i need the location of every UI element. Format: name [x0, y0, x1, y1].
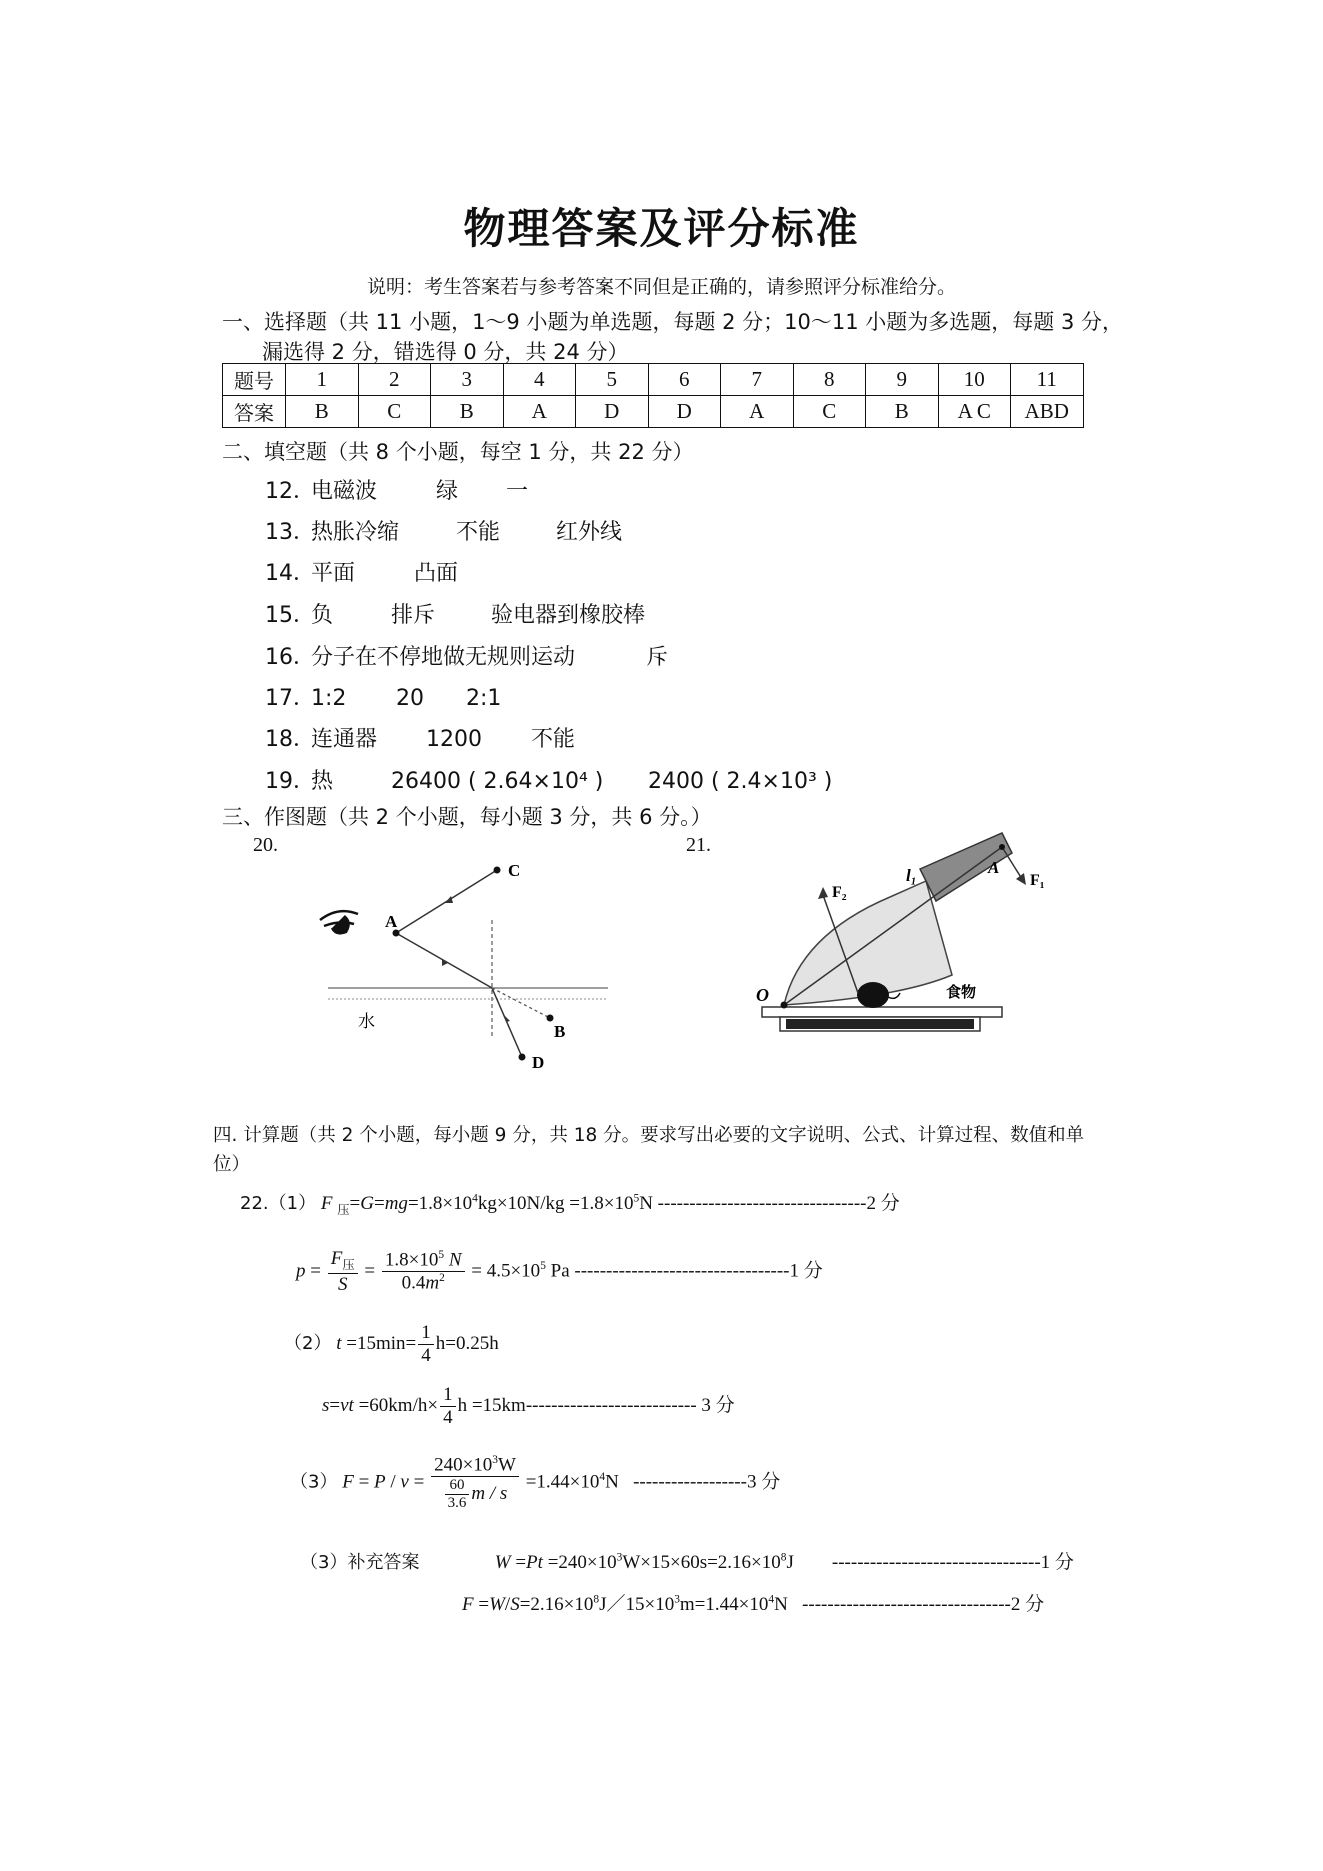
fill-answer: 26400 ( 2.64×10⁴ ) — [391, 769, 604, 794]
table-row — [223, 364, 1084, 396]
item-number: 16． — [265, 645, 315, 670]
calc-line-distance: s=vt =60km/h× $\frac{1}{4}$ h =15km--------------------------- 3 分 — [322, 1384, 735, 1428]
board-inner — [786, 1019, 974, 1029]
item-number: 14． — [265, 561, 315, 586]
part-number: （3） — [290, 1471, 338, 1493]
point-d — [519, 1054, 526, 1061]
fill-answer: 2400 ( 2.4×10³ ) — [648, 769, 833, 794]
label-c: C — [508, 861, 521, 880]
figure21-number: 21. — [686, 834, 711, 856]
fill-answer: 一 — [506, 479, 529, 504]
fill-item-12 — [265, 474, 528, 505]
section4-heading-cont: 位） — [213, 1154, 251, 1175]
item-number: 15． — [265, 603, 315, 628]
table-cell: B — [431, 396, 504, 428]
board-top — [762, 1007, 1002, 1017]
table-cell: ABD — [1011, 396, 1084, 428]
ray-o-d — [492, 988, 522, 1057]
table-cell: A — [503, 396, 576, 428]
arrow-icon — [1016, 873, 1026, 885]
label-l1: l₁ — [906, 866, 917, 885]
fill-answer: 排斥 — [391, 603, 436, 628]
fill-answer: 红外线 — [556, 520, 623, 545]
fill-answer: 不能 — [531, 727, 576, 752]
table-cell: B — [866, 396, 939, 428]
section1-heading-cont: 漏选得 2 分，错选得 0 分，共 24 分） — [262, 340, 629, 364]
fill-answer: 斥 — [646, 645, 669, 670]
label-a: A — [385, 912, 398, 931]
table-cell: 9 — [866, 364, 939, 396]
table-cell: A — [721, 396, 794, 428]
label-a: A — [988, 858, 1000, 877]
item-number: 12． — [265, 479, 315, 504]
ray-o-b — [492, 988, 550, 1018]
table-cell: 2 — [358, 364, 431, 396]
fill-item-15 — [265, 598, 645, 629]
table-cell: 6 — [648, 364, 721, 396]
table-cell: B — [286, 396, 359, 428]
fill-answer: 分子在不停地做无规则运动 — [311, 645, 576, 670]
label-o: O — [756, 985, 769, 1005]
calc-line-traction: （3） F = P / v = $240\times 10^3W$ $\frac{60}{3.6}$ m / s $=1.44\times 10^4N$ ------------------3 分 — [290, 1454, 781, 1512]
fill-answer: 20 — [396, 686, 424, 711]
label-f1: F₁ — [1030, 872, 1045, 889]
fill-answer: 2:1 — [466, 686, 502, 711]
question-number: 22.（1） — [240, 1193, 317, 1214]
fill-item-14 — [265, 556, 458, 587]
label-f2: F₂ — [832, 884, 847, 901]
part-number: （2） — [284, 1332, 332, 1354]
section4-heading: 四. 计算题（共 2 个小题，每小题 9 分，共 18 分。要求写出必要的文字说明、公式、计算过程、数值和单 — [213, 1125, 1085, 1146]
fill-item-16 — [265, 640, 668, 671]
section3-heading: 三、作图题（共 2 个小题，每小题 3 分，共 6 分。） — [222, 805, 712, 829]
calc-line-force-alt: $F =W/S=2.16\times 10^8J/15\times 10^3m=1.44\times 10^4N$ ---------------------------------2 分 — [462, 1593, 1045, 1615]
figure20-number: 20. — [253, 834, 278, 856]
table-cell: 1 — [286, 364, 359, 396]
food-stem — [888, 993, 900, 998]
fill-answer: 绿 — [436, 479, 459, 504]
table-cell: 10 — [938, 364, 1011, 396]
score-mark: ----------------------------------1 分 — [574, 1260, 823, 1282]
fill-answer: 1:2 — [311, 686, 347, 711]
fill-answer: 不能 — [456, 520, 501, 545]
arrow-icon — [445, 896, 453, 903]
fill-answer: 电磁波 — [311, 479, 378, 504]
table-cell: A C — [938, 396, 1011, 428]
item-number: 17． — [265, 686, 315, 711]
label-water: 水 — [358, 1012, 375, 1032]
score-mark: ------------------3 分 — [633, 1471, 781, 1493]
fill-answer: 验电器到橡胶棒 — [491, 603, 646, 628]
food-blob — [857, 982, 889, 1008]
table-row — [223, 396, 1084, 428]
calc-line-time: （2） t =15min= $\frac{1}{4}$ h=0.25h — [284, 1322, 499, 1366]
fill-item-13 — [265, 515, 622, 546]
figure21-lever-diagram — [740, 825, 1060, 1045]
table-cell: C — [358, 396, 431, 428]
point-o — [781, 1002, 788, 1009]
label-food: 食物 — [946, 983, 977, 1001]
table-cell: 3 — [431, 364, 504, 396]
fill-answer: 1200 — [426, 727, 482, 752]
table-cell: C — [793, 396, 866, 428]
fill-answer: 凸面 — [414, 561, 459, 586]
label-d: D — [532, 1053, 545, 1072]
arrow-icon — [442, 959, 448, 966]
label-b: B — [554, 1022, 566, 1041]
scoring-note: 说明：考生答案若与参考答案不同但是正确的，请参照评分标准给分。 — [366, 276, 956, 298]
fill-answer: 连通器 — [311, 727, 378, 752]
fill-item-19 — [265, 764, 832, 795]
fill-answer: 热胀冷缩 — [311, 520, 400, 545]
point-b — [547, 1015, 554, 1022]
table-cell: 4 — [503, 364, 576, 396]
fill-answer: 热 — [311, 769, 334, 794]
supplementary-label: （3）补充答案 — [300, 1552, 420, 1573]
fill-item-17 — [265, 681, 501, 712]
point-c — [494, 867, 501, 874]
score-mark: ---------------------------------1 分 — [831, 1552, 1074, 1573]
fill-answer: 负 — [311, 603, 334, 628]
section2-heading: 二、填空题（共 8 个小题，每空 1 分，共 22 分） — [222, 440, 694, 464]
table-cell: 5 — [576, 364, 649, 396]
table-cell: 7 — [721, 364, 794, 396]
row-header-question: 题号 — [223, 364, 286, 396]
table-cell: D — [576, 396, 649, 428]
eye-icon — [320, 911, 358, 933]
score-mark: ---------------------------------2 分 — [657, 1193, 900, 1214]
item-number: 13． — [265, 520, 315, 545]
item-number: 19． — [265, 769, 315, 794]
answer-table — [222, 363, 1084, 428]
table-cell: 8 — [793, 364, 866, 396]
calc-line-pressure-force: 22.（1） F $_压=G=mg=1.8\times 10^4kg\times 10N/kg =1.8\times 10^5N$ ---------------------------------2 分 — [240, 1192, 900, 1217]
page-title: 物理答案及评分标准 — [463, 204, 860, 253]
row-header-answer: 答案 — [223, 396, 286, 428]
fill-item-18 — [265, 722, 575, 753]
score-mark: ---------------------------------2 分 — [802, 1594, 1045, 1615]
calc-line-work: （3）补充答案 $W =Pt =240\times 10^3W\times 15\times 60s=2.16\times 10^8J$ ---------------------------------1 分 — [300, 1547, 1074, 1574]
calc-line-pressure: p = $\frac{F_压}{S}$ = $\frac{1.8\times 10^5 N}{0.4m^2}$ = $4.5\times 10^5$ Pa ----------------------------------1 分 — [296, 1248, 823, 1295]
section1-heading: 一、选择题（共 11 小题，1～9 小题为单选题，每题 2 分；10～11 小题为多选题，每题 3 分， — [222, 310, 1124, 334]
table-cell: 11 — [1011, 364, 1084, 396]
fill-answer: 平面 — [311, 561, 356, 586]
figure20-light-diagram — [310, 850, 630, 1080]
point-a — [999, 844, 1005, 850]
table-cell: D — [648, 396, 721, 428]
score-mark: --------------------------- 3 分 — [525, 1394, 735, 1416]
arrow-icon — [818, 887, 828, 899]
item-number: 18． — [265, 727, 315, 752]
